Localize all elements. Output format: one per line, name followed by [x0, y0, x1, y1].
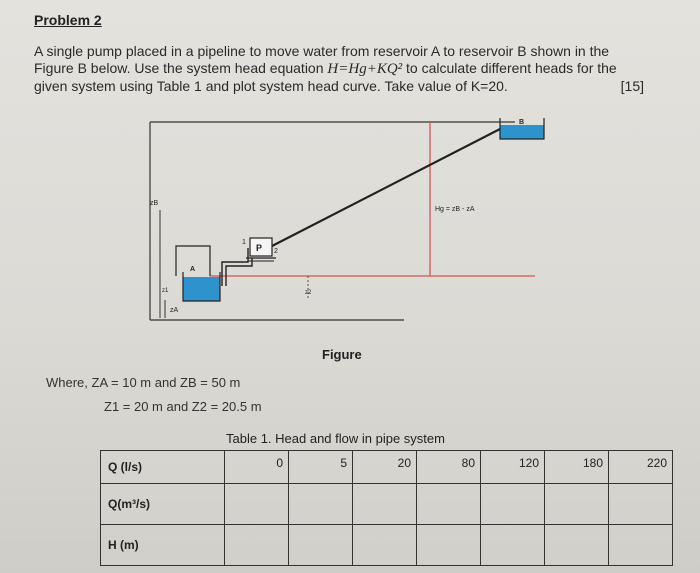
table-cell	[481, 525, 545, 566]
reservoir-b-label: B	[519, 119, 525, 126]
table-cell: 120	[481, 451, 545, 484]
table-row-h-m	[101, 525, 673, 566]
table-cell: 5	[289, 451, 353, 484]
marks-label: [15]	[620, 78, 644, 94]
discharge-pipe	[272, 129, 500, 246]
table-caption: Table 1. Head and flow in pipe system	[226, 431, 445, 446]
table-cell: 180	[545, 451, 609, 484]
hg-label: Hg = zB - zA	[435, 206, 475, 213]
reservoir-a-water	[183, 277, 220, 301]
statement-line-2-start: Figure B below. Use the system head equation	[34, 60, 328, 76]
table-cell	[225, 484, 289, 525]
table-cell	[609, 525, 673, 566]
reservoir-a-label: A	[190, 266, 196, 273]
za-label: zA	[170, 307, 179, 314]
table-cell: 20	[353, 451, 417, 484]
z2-label: z2	[305, 290, 312, 296]
table-row-q-ls	[101, 451, 673, 484]
table-cell	[609, 484, 673, 525]
zb-label: zB	[150, 200, 159, 207]
problem-title: Problem 2	[34, 12, 102, 28]
pump-label: P	[256, 243, 263, 253]
row-label-h-m: H (m)	[101, 525, 225, 566]
table-cell	[417, 484, 481, 525]
table-cell	[353, 484, 417, 525]
row-label-q-ls: Q (l/s)	[101, 451, 225, 484]
point-2-label: 2	[274, 248, 278, 255]
table-cell	[481, 484, 545, 525]
where-line-1: Where, ZA = 10 m and ZB = 50 m	[46, 375, 241, 390]
row-label-q-m3s: Q(m³/s)	[101, 484, 225, 525]
table-cell	[289, 525, 353, 566]
table-cell	[289, 484, 353, 525]
where-line-2: Z1 = 20 m and Z2 = 20.5 m	[104, 399, 262, 414]
system-head-equation: H=Hg+KQ²	[327, 61, 403, 77]
head-flow-table	[100, 450, 673, 566]
reservoir-b-water	[500, 125, 544, 139]
statement-line-3: given system using Table 1 and plot system head curve. Take value of K=20.	[34, 78, 508, 94]
table-cell	[545, 525, 609, 566]
table-cell: 220	[609, 451, 673, 484]
z1-label: z1	[162, 288, 169, 294]
table-cell	[225, 525, 289, 566]
table-cell	[545, 484, 609, 525]
table-cell: 80	[417, 451, 481, 484]
table-cell	[417, 525, 481, 566]
point-1-label: 1	[242, 239, 246, 246]
table-cell: 0	[225, 451, 289, 484]
table-cell	[353, 525, 417, 566]
statement-line-2-end: to calculate different heads for the	[402, 60, 617, 76]
figure-caption: Figure	[322, 347, 362, 362]
statement-line-1: A single pump placed in a pipeline to move water from reservoir A to reservoir B shown in the	[34, 43, 610, 59]
table-row-q-m3s	[101, 484, 673, 525]
